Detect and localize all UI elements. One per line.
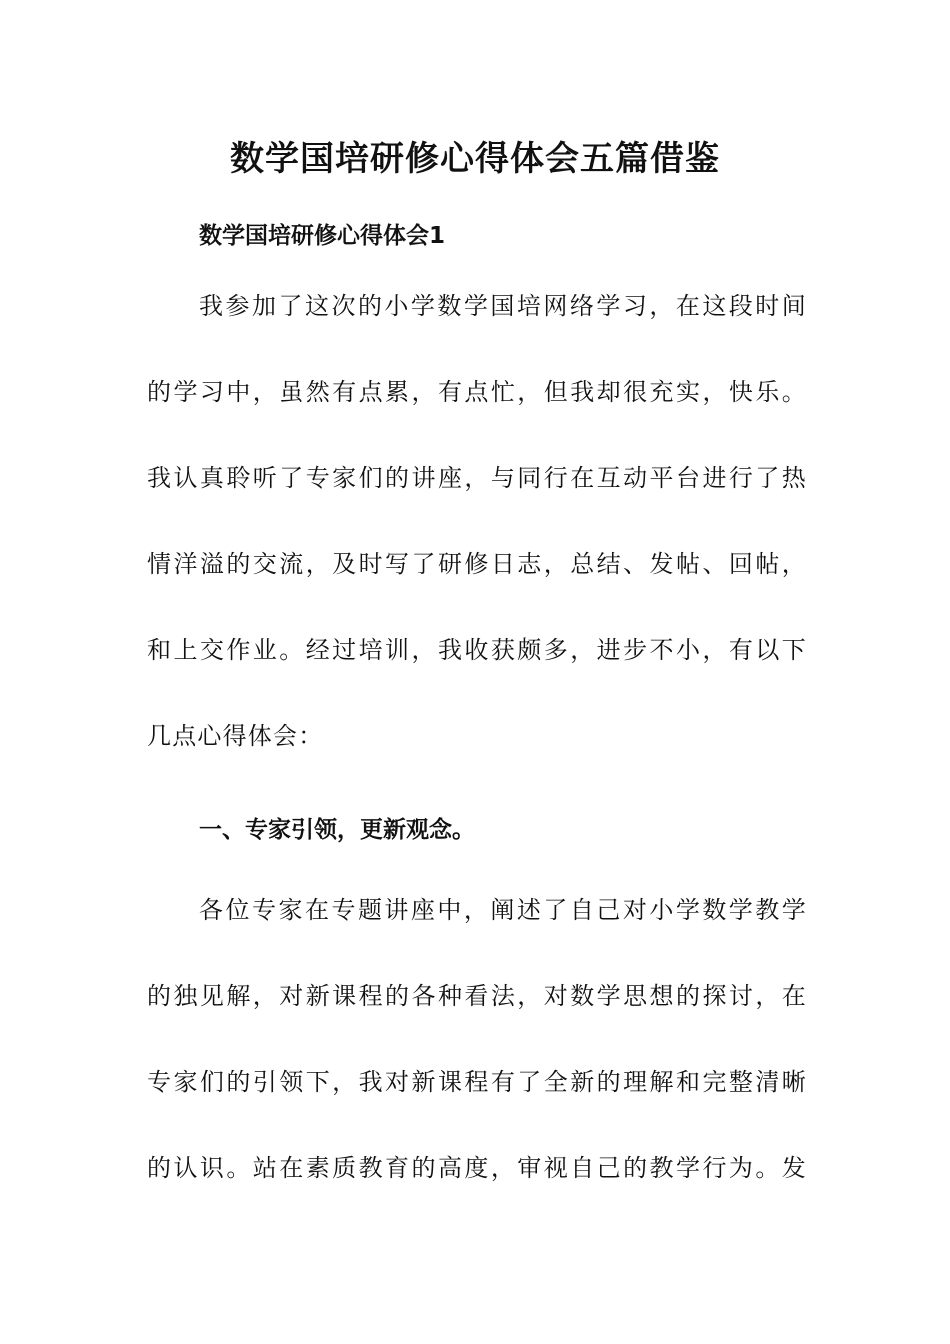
paragraph-line: 专家们的引领下，我对新课程有了全新的理解和完整清晰: [147, 1068, 807, 1096]
paragraph-line: 和上交作业。经过培训，我收获颇多，进步不小，有以下: [147, 636, 807, 664]
paragraph-line: 的学习中，虽然有点累，有点忙，但我却很充实，快乐。: [147, 378, 807, 406]
section-heading: 一、专家引领，更新观念。: [199, 817, 475, 843]
paragraph-line: 我认真聆听了专家们的讲座，与同行在互动平台进行了热: [147, 464, 807, 492]
paragraph-line: 我参加了这次的小学数学国培网络学习，在这段时间: [199, 292, 807, 320]
paragraph-line: 的独见解，对新课程的各种看法，对数学思想的探讨，在: [147, 982, 807, 1010]
paragraph-line: 情洋溢的交流，及时写了研修日志，总结、发帖、回帖，: [147, 550, 807, 578]
section-subtitle: 数学国培研修心得体会1: [199, 223, 446, 249]
document-title: 数学国培研修心得体会五篇借鉴: [230, 139, 720, 179]
paragraph-line: 的认识。站在素质教育的高度，审视自己的教学行为。发: [147, 1154, 807, 1182]
paragraph-line: 各位专家在专题讲座中，阐述了自己对小学数学教学: [199, 896, 807, 924]
paragraph-line: 几点心得体会：: [147, 722, 324, 750]
